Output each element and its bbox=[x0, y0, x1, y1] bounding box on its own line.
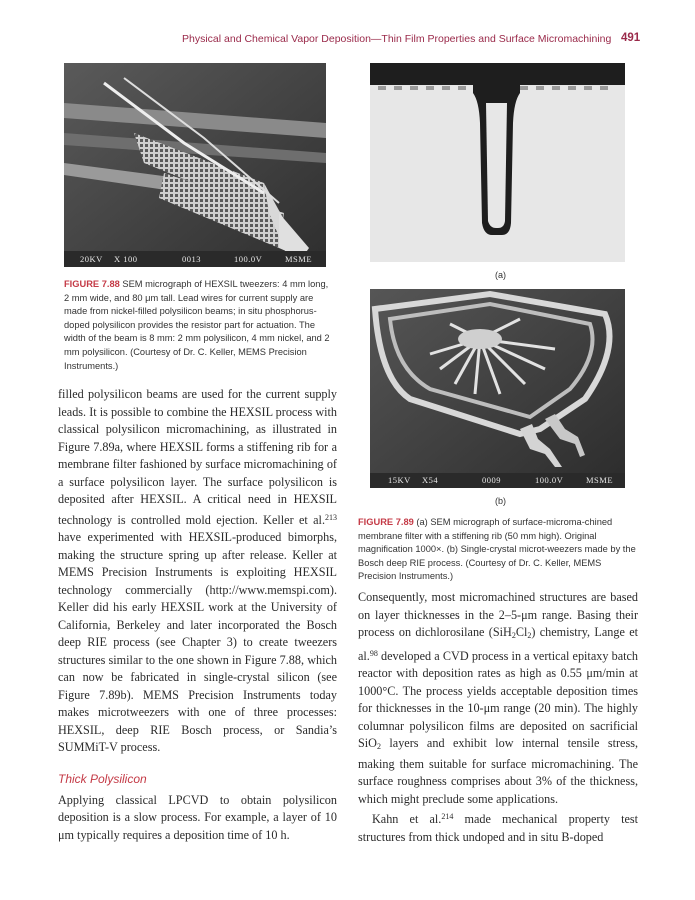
sem-microtweezers-illustration bbox=[370, 289, 625, 488]
scalebar-mag: X 100 bbox=[114, 254, 138, 264]
figure-7-88-label: FIGURE 7.88 bbox=[64, 279, 120, 289]
left-paragraph-1 bbox=[58, 386, 337, 757]
right-p1-text-c: ) chemistry, Lange et al. bbox=[358, 625, 639, 663]
page-number: 491 bbox=[621, 32, 641, 44]
figure-7-89b-image bbox=[370, 289, 625, 488]
section-title-thick-polysilicon: Thick Polysilicon bbox=[58, 771, 147, 786]
subscript-2c: 2 bbox=[376, 742, 381, 751]
sem-tweezers-illustration bbox=[64, 63, 326, 267]
reference-213: 213 bbox=[325, 512, 337, 522]
right-p2-text-b: made mechanical property test structures from thick undoped and in situ B-doped bbox=[358, 812, 638, 844]
right-paragraph-1 bbox=[358, 589, 638, 808]
scalebar-lab: MSME bbox=[285, 254, 313, 264]
right-body-column bbox=[358, 589, 638, 846]
reference-214: 214 bbox=[441, 812, 454, 821]
scalebar-b-id: 0009 bbox=[482, 475, 501, 485]
scalebar-length: 100.0V bbox=[234, 254, 263, 264]
scalebar-id: 0013 bbox=[182, 254, 201, 264]
left-body-column bbox=[58, 386, 337, 844]
scalebar-b-kv: 15KV bbox=[388, 475, 411, 485]
right-p1-text-d: developed a CVD process in a vertical epitaxy batch reactor with deposition rates as high as 0.55 μm/min at 1000°C. The process yields acceptable deposition times for thicknesses in the 10-μm range (20 min). The highly columnar polysilicon films are deposited on sacrificial SiO bbox=[358, 648, 638, 750]
figure-7-88-caption-text: SEM micrograph of HEXSIL tweezers: 4 mm long, 2 mm wide, and 80 μm tall. Lead wires for current supply are made from nickel-filled polysilicon beams; in situ phosphorus-doped polysilicon provides the resistor part for actuation. The width of the beam is 8 mm: 2 mm polysilicon, 4 mm nickel, and 2 mm polysilicon. (Courtesy of Dr. C. Keller, MEMS Precision Instruments.) bbox=[64, 279, 330, 371]
right-p1-text-b: Cl bbox=[515, 625, 528, 639]
left-p1-text-a: filled polysilicon beams are used for the current supply leads. It is possible to combine the HEXSIL process with classical polysilicon micromachining, as illustrated in Figure 7.89a, where HEXSIL forms a stiffening rib for a membrane filter fashioned by surface micromachining of a surface polysilicon layer. The surface polysilicon is deposited after HEXSIL. A critical need in HEXSIL technology is controlled mold ejection. Keller et al. bbox=[58, 387, 337, 527]
right-p2-text-a: Kahn et al. bbox=[372, 812, 442, 826]
subscript-2a: 2 bbox=[511, 631, 516, 640]
scalebar-kv: 20KV bbox=[80, 254, 103, 264]
right-paragraph-2 bbox=[358, 808, 638, 846]
figure-7-89-label: FIGURE 7.89 bbox=[358, 517, 414, 527]
running-header: Physical and Chemical Vapor Deposition—Thin Film Properties and Surface Micromachining bbox=[182, 33, 612, 45]
left-p1-text-b: have experimented with HEXSIL-produced bimorphs, making the structure spring up after release. Keller at MEMS Precision Instruments is exploiting HEXSIL technology commercially (http://www.memspi.com). Keller did his early HEXSIL work at the University of California, Berkeley and later incorporated the Bosch deep RIE process (see Chapter 3) to create tweezers structures similar to the one shown in Figure 7.88, which can now be fabricated in single-crystal silicon (see Figure 7.89b). MEMS Precision Instruments today makes microtweezers with one of three processes: HEXSIL, deep RIE Bosch process, or Sandia’s SUMMiT-V process. bbox=[58, 530, 337, 754]
right-p1-text-e: layers and exhibit low internal tensile stress, making them suitable for surface micromachining. The surface roughness comprises about 3% of the thickness, which might preclude some applications. bbox=[358, 736, 638, 806]
figure-7-88-caption bbox=[64, 278, 332, 373]
figure-7-89a-image bbox=[370, 63, 625, 262]
reference-98: 98 bbox=[369, 648, 378, 658]
sem-membrane-illustration bbox=[370, 63, 625, 262]
left-paragraph-2: Applying classical LPCVD to obtain polysilicon deposition is a slow process. For example, a layer of 10 μm typically requires a deposition time of 10 h. bbox=[58, 792, 337, 842]
subscript-2b: 2 bbox=[527, 631, 532, 640]
scalebar-b-length: 100.0V bbox=[535, 475, 564, 485]
scalebar-b-mag: X54 bbox=[422, 475, 439, 485]
right-p1-text-a: Consequently, most micromachined structures are based on layer thicknesses in the 2–5-μm range. Basing their process on dichlorosilane (SiH bbox=[358, 590, 638, 639]
figure-7-88-image bbox=[64, 63, 326, 267]
scalebar-b-lab: MSME bbox=[586, 475, 614, 485]
figure-7-89-caption-text: (a) SEM micrograph of surface-microma-chined membrane filter with a stiffening rib (50 mm high). Original magnification 1000×. (b) Single-crystal microt-weezers made by the Bosch deep RIE process. (Courtesy of Dr. C. Keller, MEMS Precision Instruments.) bbox=[358, 517, 636, 582]
figure-7-89-caption bbox=[358, 516, 636, 584]
figure-7-89a-sublabel: (a) bbox=[495, 270, 506, 280]
figure-7-89b-sublabel: (b) bbox=[495, 496, 506, 506]
